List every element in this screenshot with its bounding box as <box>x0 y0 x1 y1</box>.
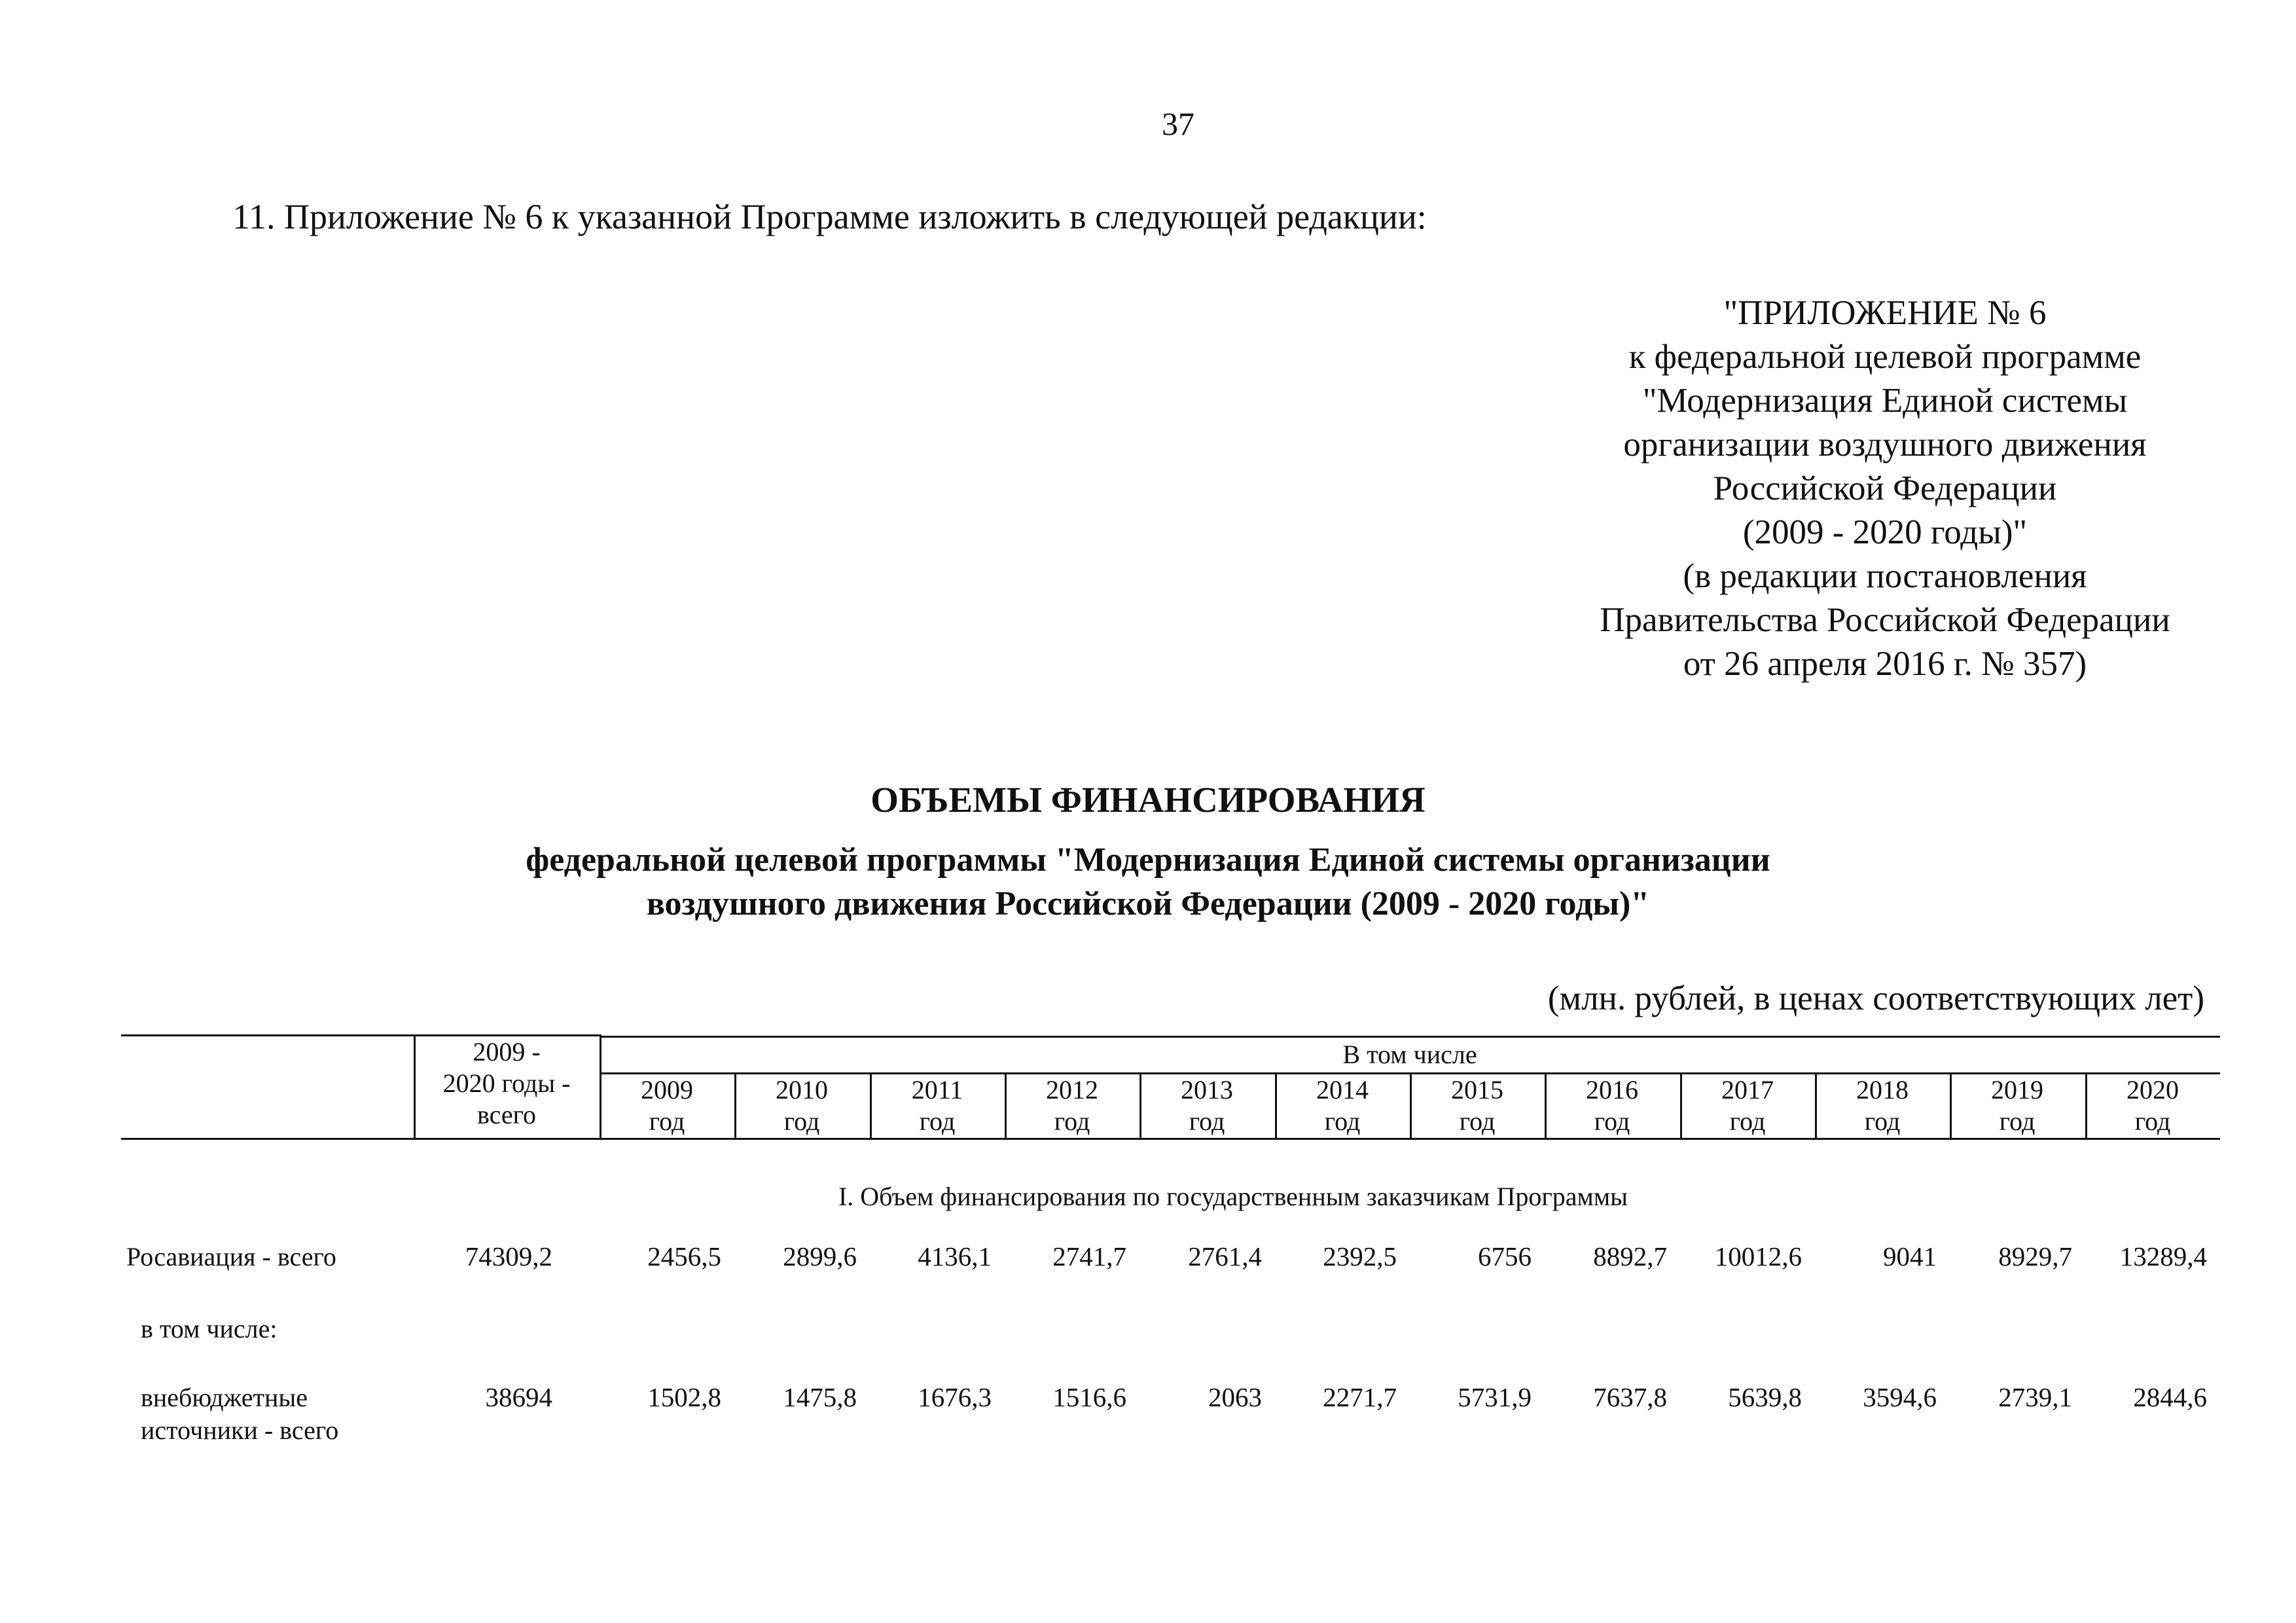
document-title: ОБЪЕМЫ ФИНАНСИРОВАНИЯ <box>870 780 1426 820</box>
year-header-suffix: год <box>1324 1106 1361 1136</box>
table-top-rule <box>121 1034 600 1036</box>
table-cell: 6756 <box>1478 1241 1532 1271</box>
table-cell: 8892,7 <box>1593 1241 1667 1271</box>
subtitle-line: федеральной целевой программы "Модернизация Единой системы организации <box>526 841 1770 879</box>
table-cell: 10012,6 <box>1714 1241 1802 1271</box>
table-top-rule <box>600 1036 2220 1038</box>
document-subtitle <box>363 838 1933 926</box>
year-header-suffix: год <box>1054 1106 1090 1136</box>
units-note: (млн. рублей, в ценах соответствующих лет) <box>1547 979 2204 1017</box>
appendix-line: (в редакции постановления <box>1683 557 2087 595</box>
page-number: 37 <box>1162 105 1194 142</box>
table-cell: 8929,7 <box>1998 1241 2072 1271</box>
table-cell: 4136,1 <box>918 1241 992 1271</box>
year-header: 2009 <box>641 1075 693 1104</box>
table-cell: 1516,6 <box>1052 1382 1126 1412</box>
row-label: Росавиация - всего <box>126 1242 336 1271</box>
row-label: источники - всего <box>141 1415 339 1445</box>
row-label: внебюджетные <box>141 1383 308 1412</box>
table-cell: 2063 <box>1208 1382 1262 1412</box>
year-header-suffix: год <box>1864 1106 1901 1136</box>
year-header: 2016 <box>1586 1075 1638 1104</box>
appendix-line: от 26 апреля 2016 г. № 357) <box>1683 645 2087 683</box>
table-cell: 38694 <box>485 1382 552 1412</box>
appendix-line: Российской Федерации <box>1713 469 2057 507</box>
appendix-line: "Модернизация Единой системы <box>1642 382 2128 420</box>
year-header-suffix: год <box>649 1106 685 1136</box>
table-cell: 74309,2 <box>465 1241 552 1271</box>
year-header-suffix: год <box>2134 1106 2171 1136</box>
year-header: 2011 <box>911 1075 963 1104</box>
table-cell: 2456,5 <box>647 1241 721 1271</box>
table-cell: 13289,4 <box>2119 1241 2207 1271</box>
table-cell: 5639,8 <box>1728 1382 1802 1412</box>
table-cell: 2271,7 <box>1323 1382 1397 1412</box>
table-cell: 3594,6 <box>1863 1382 1937 1412</box>
total-column-header-line: всего <box>476 1100 537 1129</box>
year-header-suffix: год <box>783 1106 820 1136</box>
year-header-suffix: год <box>919 1106 956 1136</box>
appendix-line: организации воздушного движения <box>1623 426 2147 464</box>
year-header: 2014 <box>1316 1075 1369 1104</box>
row-label: в том числе: <box>141 1314 278 1343</box>
table-header-bottom-rule <box>121 1138 2220 1140</box>
section-heading: I. Объем финансирования по государственным заказчикам Программы <box>838 1182 1628 1211</box>
table-cell: 2739,1 <box>1998 1382 2072 1412</box>
year-header: 2013 <box>1181 1075 1233 1104</box>
group-header: В том числе <box>1342 1040 1477 1069</box>
appendix-line: к федеральной целевой программе <box>1628 338 2142 376</box>
table-cell: 5731,9 <box>1458 1382 1532 1412</box>
table-cell: 2392,5 <box>1323 1241 1397 1271</box>
year-header: 2012 <box>1046 1075 1098 1104</box>
year-header-suffix: год <box>1999 1106 2036 1136</box>
year-header-suffix: год <box>1729 1106 1766 1136</box>
table-cell: 1676,3 <box>918 1382 992 1412</box>
table-cell: 1502,8 <box>647 1382 721 1412</box>
appendix-header-block <box>1525 291 2245 686</box>
total-column-header-line: 2009 - <box>473 1037 541 1067</box>
year-header: 2020 <box>2126 1075 2179 1104</box>
table-cell: 2844,6 <box>2133 1382 2207 1412</box>
intro-paragraph: 11. Приложение № 6 к указанной Программе изложить в следующей редакции: <box>232 197 1427 236</box>
table-cell: 7637,8 <box>1593 1382 1667 1412</box>
year-header: 2015 <box>1451 1075 1503 1104</box>
year-header: 2017 <box>1721 1075 1774 1104</box>
table-cell: 9041 <box>1883 1241 1937 1271</box>
year-header-suffix: год <box>1459 1106 1496 1136</box>
table-cell: 1475,8 <box>783 1382 857 1412</box>
subtitle-line: воздушного движения Российской Федерации (2009 - 2020 годы)" <box>646 885 1650 922</box>
appendix-line: (2009 - 2020 годы)" <box>1742 513 2028 551</box>
total-column-header-line: 2020 годы - <box>442 1068 571 1098</box>
appendix-line: "ПРИЛОЖЕНИЕ № 6 <box>1723 294 2047 332</box>
appendix-line: Правительства Российской Федерации <box>1600 601 2170 639</box>
year-header-suffix: год <box>1594 1106 1630 1136</box>
table-cell: 2761,4 <box>1188 1241 1262 1271</box>
year-header: 2018 <box>1856 1075 1909 1104</box>
table-cell: 2899,6 <box>783 1241 857 1271</box>
year-header: 2010 <box>776 1075 828 1104</box>
year-header: 2019 <box>1991 1075 2043 1104</box>
year-header-suffix: год <box>1189 1106 1225 1136</box>
table-cell: 2741,7 <box>1052 1241 1126 1271</box>
